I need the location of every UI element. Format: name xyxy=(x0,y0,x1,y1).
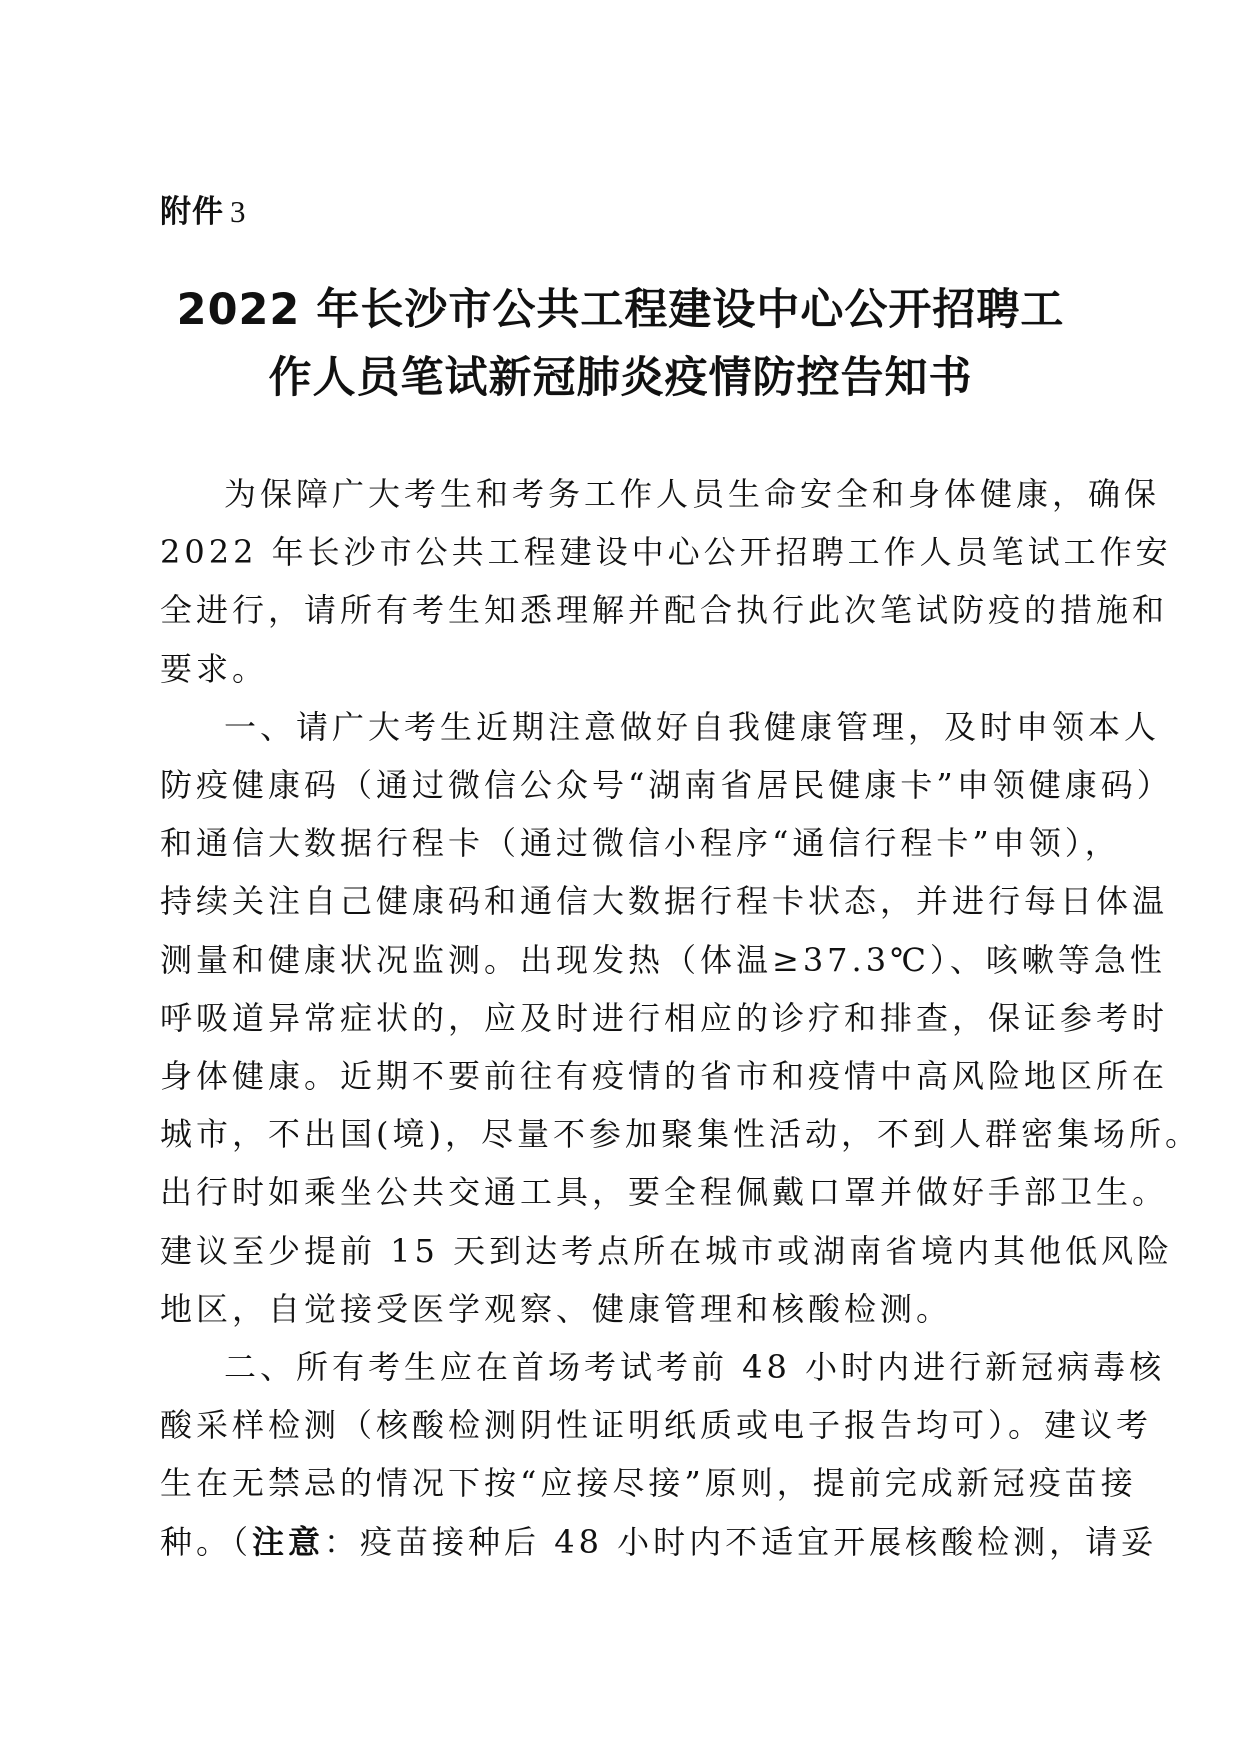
attachment-number: 3 xyxy=(230,194,247,229)
paragraph-line: 要求。 xyxy=(160,649,269,688)
paragraph-line: 建议至少提前 15 天到达考点所在城市或湖南省境内其他低风险 xyxy=(160,1231,1174,1270)
paragraph-intro xyxy=(160,465,1172,698)
title-line-1: 2022 年长沙市公共工程建设中心公开招聘工 xyxy=(176,285,1065,335)
paragraph-line: 地区，自觉接受医学观察、健康管理和核酸检测。 xyxy=(160,1289,953,1328)
paragraph-line: 二、所有考生应在首场考试考前 48 小时内进行新冠病毒核 xyxy=(224,1348,1166,1387)
paragraph-line: 为保障广大考生和考务工作人员生命安全和身体健康，确保 xyxy=(224,475,1161,513)
paragraph-line: 酸采样检测（核酸检测阴性证明纸质或电子报告均可）。建议考 xyxy=(160,1406,1153,1445)
paragraph-line: 持续关注自己健康码和通信大数据行程卡状态，并进行每日体温 xyxy=(160,882,1169,921)
paragraph-section-1 xyxy=(160,698,1201,1338)
note-label: 注意 xyxy=(252,1522,325,1561)
title-line-2: 作人员笔试新冠肺炎疫情防控告知书 xyxy=(268,353,973,403)
paragraph-line: 呼吸道异常症状的，应及时进行相应的诊疗和排查，保证参考时 xyxy=(160,998,1169,1037)
paragraph-section-2 xyxy=(160,1338,1166,1571)
attachment-label xyxy=(160,192,247,232)
note-prefix: 种。（ xyxy=(160,1522,253,1561)
note-text: ：疫苗接种后 48 小时内不适宜开展核酸检测，请妥 xyxy=(324,1522,1158,1561)
paragraph-line: 防疫健康码（通过微信公众号“湖南省居民健康卡”申领健康码） xyxy=(160,766,1173,805)
paragraph-line: 生在无禁忌的情况下按“应接尽接”原则，提前完成新冠疫苗接 xyxy=(160,1464,1137,1503)
paragraph-line: 城市，不出国(境)，尽量不参加聚集性活动，不到人群密集场所。 xyxy=(160,1115,1201,1154)
paragraph-line: 全进行，请所有考生知悉理解并配合执行此次笔试防疫的措施和 xyxy=(160,591,1169,630)
paragraph-line: 出行时如乘坐公共交通工具，要全程佩戴口罩并做好手部卫生。 xyxy=(160,1173,1169,1212)
paragraph-line: 一、请广大考生近期注意做好自我健康管理，及时申领本人 xyxy=(224,707,1161,746)
paragraph-line: 和通信大数据行程卡（通过微信小程序“通信行程卡”申领）， xyxy=(160,824,1121,863)
paragraph-line: 测量和健康状况监测。出现发热（体温≥37.3℃）、咳嗽等急性 xyxy=(160,940,1166,979)
paragraph-line: 2022 年长沙市公共工程建设中心公开招聘工作人员笔试工作安 xyxy=(160,533,1172,572)
document-title xyxy=(120,276,1121,412)
document-body xyxy=(160,465,1201,1571)
paragraph-line: 身体健康。近期不要前往有疫情的省市和疫情中高风险地区所在 xyxy=(160,1057,1169,1096)
paragraph-line-last xyxy=(96,1513,1158,1571)
attachment-text: 附件 xyxy=(160,194,224,230)
